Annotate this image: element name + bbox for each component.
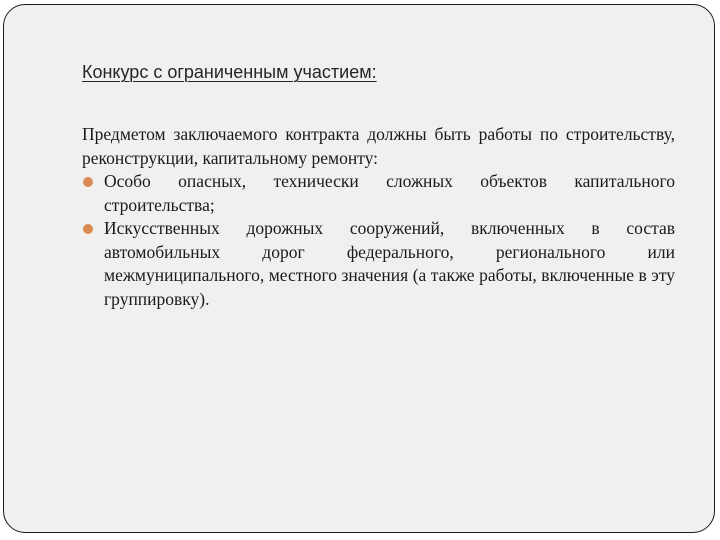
- bullet-list: [82, 170, 675, 311]
- slide-body: [82, 123, 675, 311]
- bullet-item: [82, 217, 675, 311]
- bullet-item: [82, 170, 675, 217]
- bullet-text: Искусственных дорожных сооружений, включенных в состав автомобильных дорог федерального, регионального или межмуниципального, местного значения (а также работы, включенные в эту группировку).: [104, 218, 675, 309]
- slide-title: Конкурс с ограниченным участием:: [82, 62, 377, 82]
- bullet-text: Особо опасных, технически сложных объектов капитального строительства;: [104, 171, 675, 215]
- bullet-dot-icon: [83, 224, 93, 234]
- intro-paragraph: Предметом заключаемого контракта должны быть работы по строительству, реконструкции, капитальному ремонту:: [82, 124, 675, 168]
- bullet-dot-icon: [83, 177, 93, 187]
- slide-frame: [3, 4, 715, 533]
